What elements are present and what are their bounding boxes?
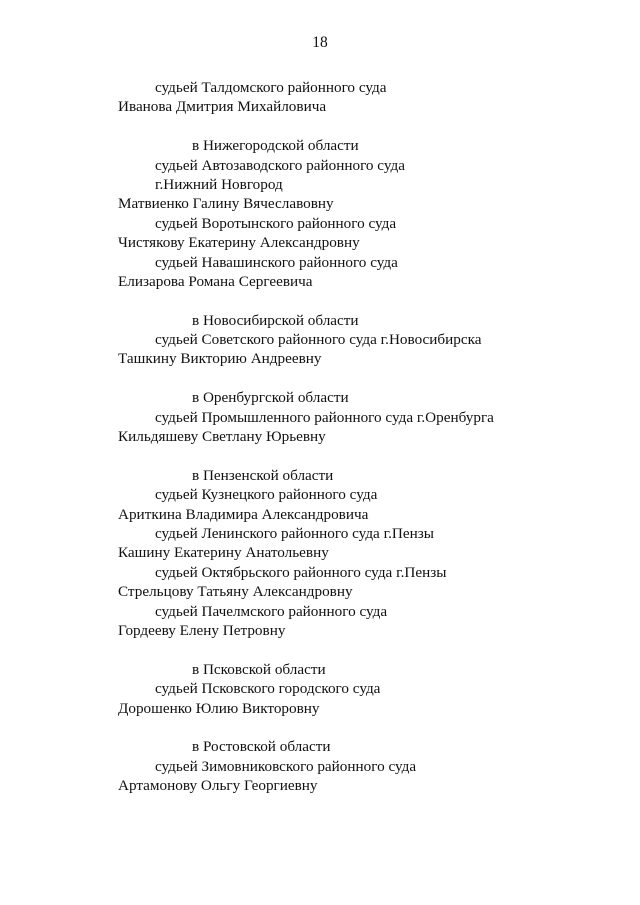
court-line: судьей Октябрьского районного суда г.Пензы xyxy=(155,563,447,581)
judge-name-line: Дорошенко Юлию Викторовну xyxy=(118,699,320,717)
judge-name-line: Ташкину Викторию Андреевну xyxy=(118,350,322,368)
region-heading: в Псковской области xyxy=(192,660,326,678)
court-line: судьей Автозаводского районного суда xyxy=(155,156,405,174)
judge-name-line: Гордееву Елену Петровну xyxy=(118,621,286,639)
region-heading: в Новосибирской области xyxy=(192,311,359,329)
region-heading: в Ростовской области xyxy=(192,738,331,756)
court-line: судьей Пачелмского районного суда xyxy=(155,602,388,620)
court-line: г.Нижний Новгород xyxy=(155,175,283,193)
judge-name-line: Стрельцову Татьяну Александровну xyxy=(118,583,353,601)
paragraph-gap xyxy=(0,446,640,465)
paragraph-gap xyxy=(0,369,640,388)
judge-name-line: Чистякову Екатерину Александровну xyxy=(118,234,360,252)
judge-name-line: Ариткина Владимира Александровича xyxy=(118,505,369,523)
judge-name-line: Елизарова Романа Сергеевича xyxy=(118,272,313,290)
paragraph-gap xyxy=(0,640,640,659)
region-heading: в Нижегородской области xyxy=(192,137,359,155)
region-heading: в Оренбургской области xyxy=(192,389,349,407)
document-body xyxy=(0,78,640,795)
court-line: судьей Псковского городского суда xyxy=(155,680,381,698)
court-line: судьей Воротынского районного суда xyxy=(155,214,397,232)
paragraph-gap xyxy=(0,117,640,136)
court-line: судьей Промышленного районного суда г.Оренбурга xyxy=(155,408,494,426)
page-number: 18 xyxy=(312,34,328,51)
paragraph-gap xyxy=(0,291,640,310)
court-line: судьей Навашинского районного суда xyxy=(155,253,398,271)
judge-name-line: Иванова Дмитрия Михайловича xyxy=(118,98,327,116)
judge-name-line: Матвиенко Галину Вячеславовну xyxy=(118,195,334,213)
judge-name-line: Кильдяшеву Светлану Юрьевну xyxy=(118,428,326,446)
court-line: судьей Зимовниковского районного суда xyxy=(155,757,417,775)
court-line: судьей Кузнецкого районного суда xyxy=(155,486,378,504)
court-line: судьей Советского районного суда г.Новосибирска xyxy=(155,331,482,349)
judge-name-line: Кашину Екатерину Анатольевну xyxy=(118,544,329,562)
court-line: судьей Талдомского районного суда xyxy=(155,79,387,96)
judge-name-line: Артамонову Ольгу Георгиевну xyxy=(118,777,318,795)
court-line: судьей Ленинского районного суда г.Пензы xyxy=(155,524,434,542)
region-heading: в Пензенской области xyxy=(192,466,334,484)
paragraph-gap xyxy=(0,718,640,737)
